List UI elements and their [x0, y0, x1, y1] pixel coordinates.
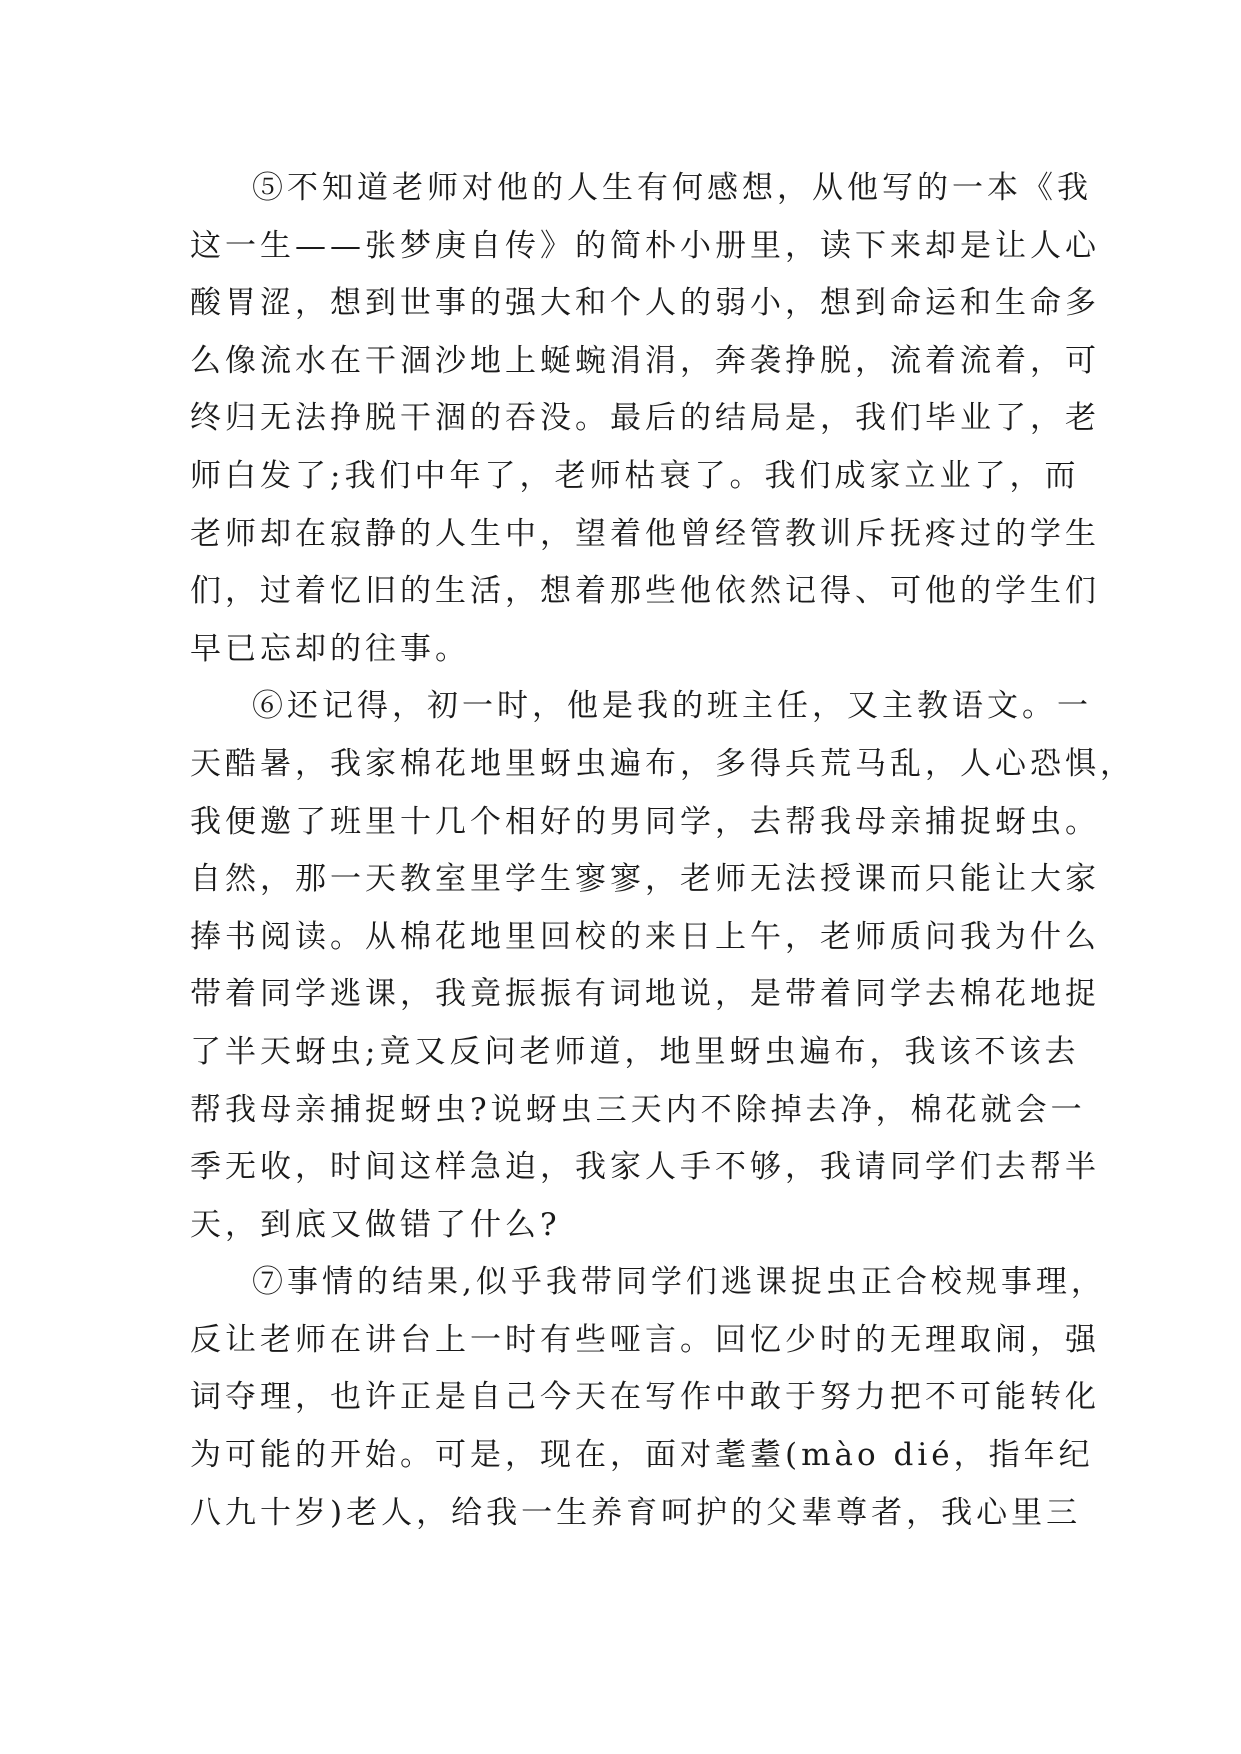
text-line: 帮我母亲捕捉蚜虫?说蚜虫三天内不除掉去净，棉花就会一 — [190, 1091, 1086, 1128]
text-line: 么像流水在干涸沙地上蜒蜿涓涓，奔袭挣脱，流着流着，可 — [190, 342, 1100, 379]
text-line: 天酷暑，我家棉花地里蚜虫遍布，多得兵荒马乱，人心恐惧， — [190, 745, 1135, 782]
text-line: 师白发了;我们中年了，老师枯衰了。我们成家立业了，而 — [190, 457, 1080, 494]
text-line: 老师却在寂静的人生中，望着他曾经管教训斥抚疼过的学生 — [190, 515, 1100, 552]
text-line: 季无收，时间这样急迫，我家人手不够，我请同学们去帮半 — [190, 1149, 1100, 1186]
text-line: 早已忘却的往事。 — [190, 630, 470, 667]
body-text — [190, 160, 1135, 1542]
text-line: 词夺理，也许正是自己今天在写作中敢于努力把不可能转化 — [190, 1379, 1100, 1416]
text-line: 反让老师在讲台上一时有些哑言。回忆少时的无理取闹，强 — [190, 1321, 1100, 1358]
text-line: 们，过着忆旧的生活，想着那些他依然记得、可他的学生们 — [190, 573, 1100, 610]
paragraph-first-line: ⑥还记得，初一时，他是我的班主任，又主教语文。一 — [252, 688, 1092, 725]
text-line: 八九十岁)老人，给我一生养育呵护的父辈尊者，我心里三 — [190, 1494, 1082, 1531]
text-line: 了半天蚜虫;竟又反问老师道，地里蚜虫遍布，我该不该去 — [190, 1033, 1080, 1070]
text-line: 这一生——张梦庚自传》的简朴小册里，读下来却是让人心 — [190, 227, 1100, 264]
text-line: 自然，那一天教室里学生寥寥，老师无法授课而只能让大家 — [190, 861, 1100, 898]
text-line: 我便邀了班里十几个相好的男同学，去帮我母亲捕捉蚜虫。 — [190, 803, 1100, 840]
text-line: 带着同学逃课，我竟振振有词地说，是带着同学去棉花地捉 — [190, 976, 1100, 1013]
text-line: 为可能的开始。可是，现在，面对耄耋(mào dié，指年纪 — [190, 1437, 1094, 1474]
text-line: 捧书阅读。从棉花地里回校的来日上午，老师质问我为什么 — [190, 918, 1100, 955]
text-line: 酸胃涩，想到世事的强大和个人的弱小，想到命运和生命多 — [190, 285, 1100, 322]
text-line: 终归无法挣脱干涸的吞没。最后的结局是，我们毕业了，老 — [190, 400, 1100, 437]
text-line: 天，到底又做错了什么? — [190, 1206, 561, 1243]
paragraph-first-line: ⑦事情的结果,似乎我带同学们逃课捉虫正合校规事理， — [252, 1264, 1106, 1301]
paragraph-first-line: ⑤不知道老师对他的人生有何感想，从他写的一本《我 — [252, 170, 1092, 206]
